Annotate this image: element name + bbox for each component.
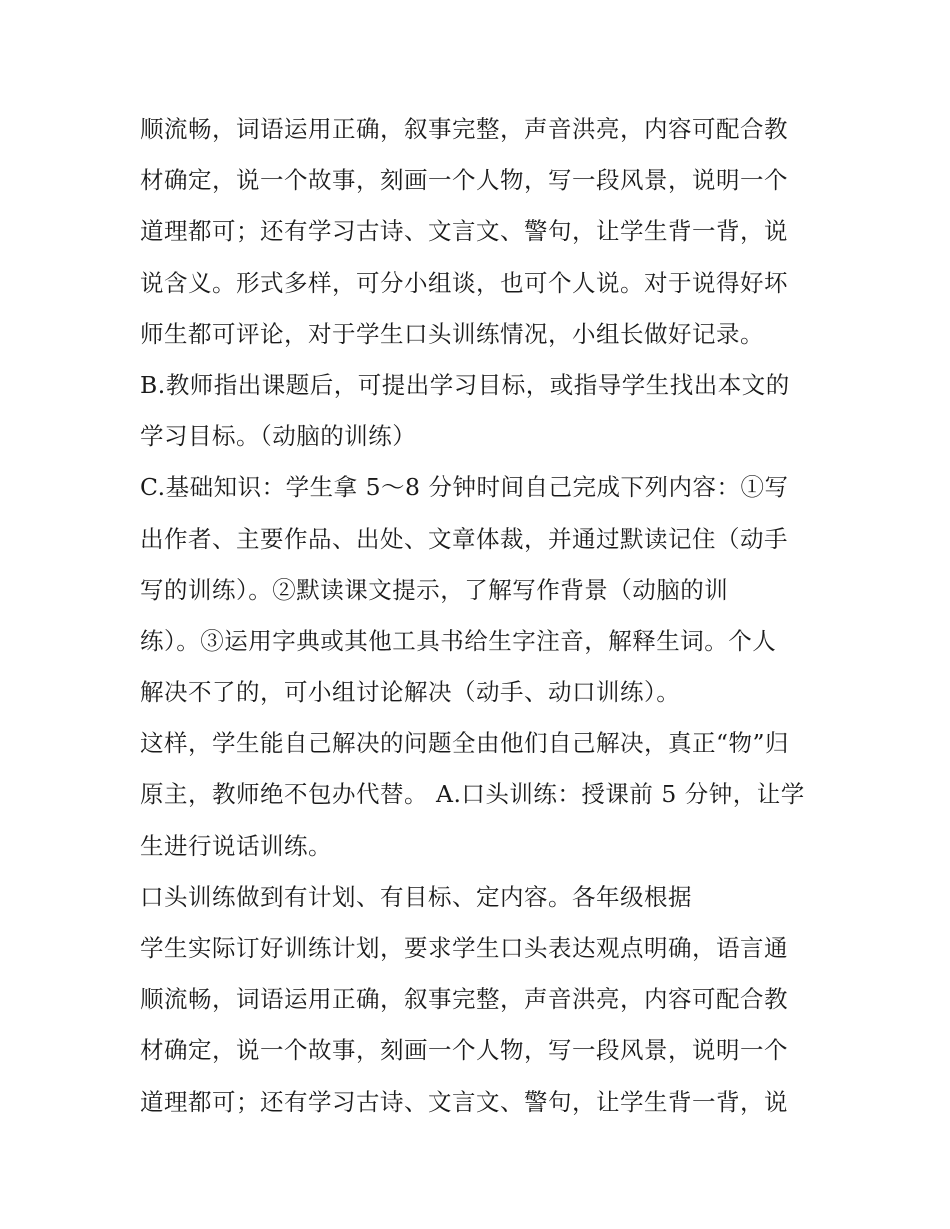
- text-line: 解决不了的，可小组讨论解决（动手、动口训练）。: [140, 678, 681, 707]
- text-line: B.教师指出课题后，可提出学习目标，或指导学生找出本文的: [140, 370, 790, 399]
- text-line: 口头训练做到有计划、有目标、定内容。各年级根据: [140, 882, 692, 911]
- text-line: 生进行说话训练。: [140, 831, 332, 860]
- text-line: 这样，学生能自己解决的问题全由他们自己解决，真正“物”归: [140, 729, 790, 758]
- text-line: 说含义。形式多样，可分小组谈，也可个人说。对于说得好坏: [140, 268, 788, 297]
- text-line: 材确定，说一个故事，刻画一个人物，写一段风景，说明一个: [140, 166, 788, 195]
- text-line: 师生都可评论，对于学生口头训练情况，小组长做好记录。: [140, 319, 764, 348]
- text-line: 顺流畅，词语运用正确，叙事完整，声音洪亮，内容可配合教: [140, 985, 788, 1014]
- text-line: 材确定，说一个故事，刻画一个人物，写一段风景，说明一个: [140, 1036, 788, 1065]
- text-line: 顺流畅，词语运用正确，叙事完整，声音洪亮，内容可配合教: [140, 115, 788, 143]
- text-line: 写的训练）。②默读课文提示，了解写作背景（动脑的训: [140, 575, 729, 604]
- text-line: 道理都可；还有学习古诗、文言文、警句，让学生背一背，说: [140, 1087, 788, 1116]
- document-body: [140, 104, 820, 1128]
- text-line: 练）。③运用字典或其他工具书给生字注音，解释生词。个人: [140, 626, 777, 655]
- text-line: 道理都可；还有学习古诗、文言文、警句，让学生背一背，说: [140, 217, 788, 246]
- text-line: C.基础知识：学生拿 5～8 分钟时间自己完成下列内容：①写: [140, 473, 789, 502]
- text-line: 出作者、主要作品、出处、文章体裁，并通过默读记住（动手: [140, 524, 788, 553]
- text-line: 学生实际订好训练计划，要求学生口头表达观点明确，语言通: [140, 934, 788, 962]
- text-line: 学习目标。（动脑的训练）: [140, 422, 417, 451]
- text-line: 原主，教师绝不包办代替。 A.口头训练：授课前 5 分钟，让学: [140, 780, 805, 809]
